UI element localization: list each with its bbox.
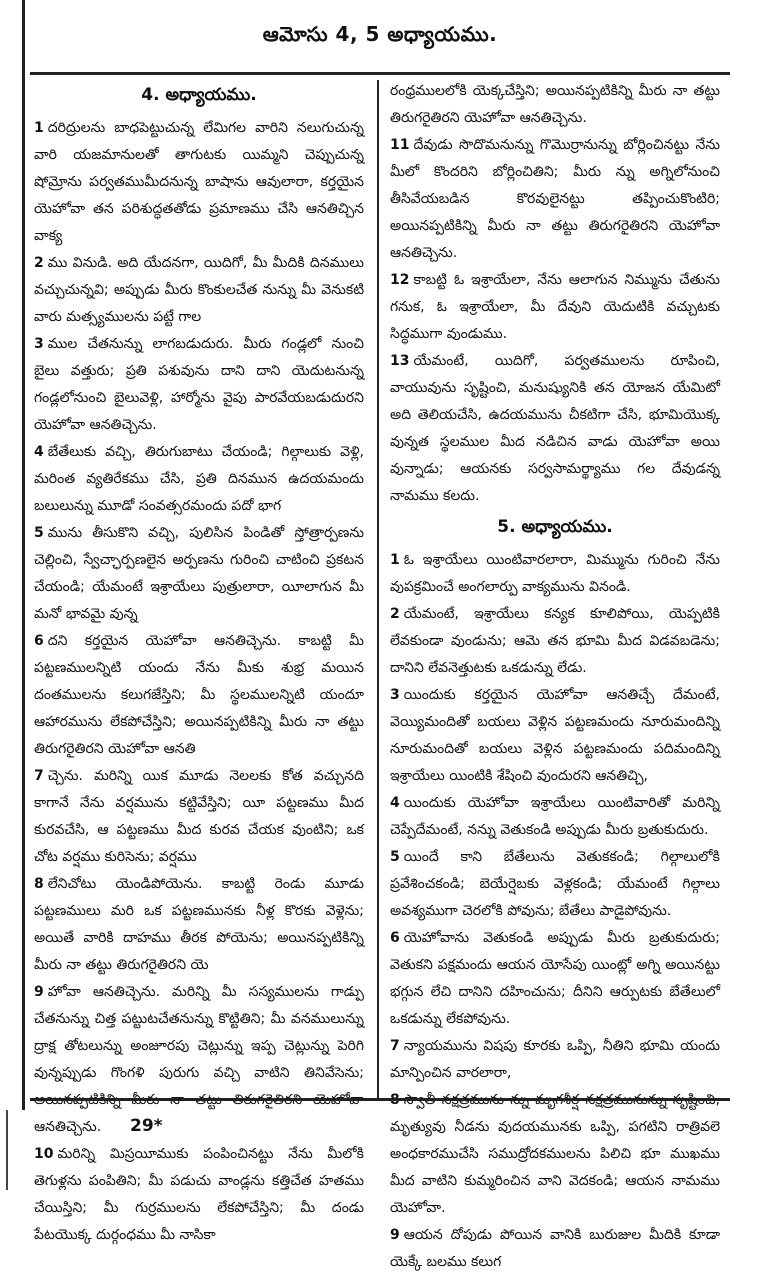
verse-text: దరిద్రులను బాధపెట్టుచున్న లేమిగల వారిని నలుగుచున్న వారి యజమానులతో తాగుటకు యిమ్మని చెప్పుచున్న షోమ్రోను పర్వతముమీదనున్న బాషాను ఆవులారా, కర్తయైన యెహోవా తన పరిశుద్ధతతోడు ప్రమాణము చేసి ఆనతిచ్చిన వాక్య (34, 120, 364, 244)
verse-number: 7 (390, 1038, 400, 1054)
header-divider (30, 72, 730, 75)
verse-number: 13 (390, 353, 410, 369)
verse-text: మరిన్ని మిస్రయీముకు పంపించినట్టు నేను మీలోకి తెగుళ్లను పంపితిని; మీ పడుచు వాండ్లను కత్తిచేత హతము చేయిస్తిని; మీ గుర్రములను లేకపోచేస్తిని; మీ దండు పేటయొక్క దుర్గంధము మీ నాసికా (34, 1146, 364, 1243)
verse-number: 9 (34, 984, 44, 1000)
verse (390, 844, 720, 925)
verse-text: బేతేలుకు వచ్చి, తిరుగుబాటు చేయండి; గిల్గాలుకు వెళ్లి, మరింత వ్యతిరేకము చేసి, ప్రతి దినమున ఉదయమందు బలులున్ను మూడో సంవత్సరమందు పదో భాగ (34, 444, 364, 514)
verse (390, 682, 720, 790)
verse-text: కాబట్టి ఓ ఇశ్రాయేలా, నేను ఆలాగున నిమ్మును చేతును గనుక, ఓ ఇశ్రాయేలా, మీ దేవుని యెదుటికి వచ్చుటకు సిద్ధముగా వుండుము. (390, 272, 720, 342)
footer-divider (30, 1098, 730, 1101)
verse (390, 1033, 720, 1087)
verse-number: 4 (390, 795, 400, 811)
verse (390, 132, 720, 267)
verse-text: యెహోవాను వెతుకండి అప్పుడు మీరు బ్రతుకుదురు; వెతుకని పక్షమందు ఆయన యోసేపు యింట్లో అగ్ని అయినట్టు భగ్గున లేచి దానిని దహించును; దీనిని ఆర్పుటకు బేతేలులో ఒకడున్ను లేకపోవును. (390, 930, 720, 1027)
verse (34, 439, 364, 520)
verse (390, 790, 720, 844)
chapter-5-heading: 5. అధ్యాయము. (497, 517, 613, 537)
verse-number: 5 (34, 525, 44, 541)
verse (34, 871, 364, 979)
page-number: 29* (130, 1116, 163, 1136)
left-margin-rule (22, 0, 25, 1110)
verse-number: 11 (390, 137, 410, 153)
verse (34, 520, 364, 628)
verse-number: 10 (34, 1146, 54, 1162)
verse-number: 6 (390, 930, 400, 946)
verse (34, 763, 364, 871)
verse-number: 9 (390, 1227, 400, 1243)
verse-number: 1 (34, 120, 44, 136)
verse-text: యిందుకు కర్తయైన యెహోవా ఆనతిచ్చే దేమంటే, వెయ్యిమందితో బయలు వెళ్లిన పట్టణమందు నూరుమందిన్ని నూరుమందితో బయలు వెళ్లిన పట్టణమందు పదిమందిన్ని ఇశ్రాయేలు యింటికి శేషించి వుందురని ఆనతిచ్చి, (390, 687, 720, 784)
verse-text: యిందుకు యెహోవా ఇశ్రాయేలు యింటివారితో మరిన్ని చెప్పేదేమంటే, నన్ను వెతుకండి అప్పుడు మీరు బ్రతుకుదురు. (390, 795, 720, 838)
verse (390, 1087, 720, 1222)
verse-text: యేమంటే, ఇశ్రాయేలు కన్యక కూలిపోయి, యెప్పటికి లేవకుండా వుండును; ఆమె తన భూమి మీద విడవబడెను; దానిని లేవనెత్తుటకు ఒకడున్ను లేడు. (390, 606, 720, 676)
verse (34, 115, 364, 250)
verse-text: లేనిచోటు యెండిపోయెను. కాబట్టి రెండు మూడు పట్టణములు మరి ఒక పట్టణమునకు నీళ్ల కొరకు వెళ్లెను; అయితే వారికి దాహము తీరక పోయెను; అయినప్పటికిన్ని మీరు నా తట్టు తిరుగరైతిరని యె (34, 876, 364, 973)
chapter-4-heading: 4. అధ్యాయము. (141, 85, 257, 105)
verse (34, 331, 364, 439)
verse (390, 925, 720, 1033)
verse (390, 267, 720, 348)
verse-text: చ్చెను. మరిన్ని యిక మూడు నెలలకు కోత వచ్చునది కాగానే నేను వర్షమును కట్టివేస్తిని; యీ పట్టణము మీద కురవచేసి, ఆ పట్టణము మీద కురవ చేయక వుంటిని; ఒక చోట వర్షము కురిసెను; వర్షము (34, 768, 364, 865)
verse-text: దేవుడు సొదొమనున్ను గొమొర్రానున్ను బోర్లించినట్టు నేను మీలో కొందరిని బోర్లించితిని; మీరు న్ను అగ్నిలోనుంచి తీసివేయబడిన కొరవులైనట్టు తప్పించుకొంటిరి; అయినప్పటికిన్ని మీరు నా తట్టు తిరుగరైతిరని యెహోవా ఆనతిచ్చెను. (390, 137, 720, 261)
verse (390, 547, 720, 601)
verse (34, 1141, 364, 1249)
verse-text: ఆయన దోపుడు పోయిన వానికి బురుజుల మీదికి కూడా యెక్కే బలము కలుగ (390, 1227, 720, 1270)
verse-text: న్యాయమును విషపు కూరకు ఒప్పి, నీతిని భూమి యందు మాన్పించిన వారలారా, (390, 1038, 720, 1081)
page-header-title: ఆమోసు 4, 5 అధ్యాయము. (262, 22, 498, 46)
verse-number: 3 (34, 336, 44, 352)
verse-number: 4 (34, 444, 44, 460)
verse-number: 3 (390, 687, 400, 703)
chapter-5-verses (390, 547, 720, 1276)
column-divider (377, 80, 379, 1100)
left-margin-rule-bottom (6, 1110, 8, 1190)
verse-text: ఓ ఇశ్రాయేలు యింటివారలారా, మిమ్మును గురించి నేను వుపక్రమించే అంగలార్పు వాక్యమును వినండి. (390, 552, 720, 595)
verse (390, 348, 720, 510)
verse-number: 12 (390, 272, 410, 288)
verse-text: ముల చేతనున్ను లాగబడుదురు. మీరు గండ్లలో నుంచి బైలు వత్తురు; ప్రతి పశువును దాని దాని యెదుటనున్న గండ్లలోనుంచి బైలువెళ్లి, హార్మోను వైపు పారవేయబడుదురని యెహోవా ఆనతిచ్చెను. (34, 336, 364, 433)
verse-text: మృత్యువు నీడను వుదయమునకు ఒప్పి, పగటిని రాత్రివలె అంధకారముచేసి సముద్రోదకములను పిలిచి భూ ముఖము మీద వాటిని కుమ్మరించిన వాని వెదకండి; ఆయన నామము యెహోవా. (390, 1119, 720, 1216)
verse-number: 5 (390, 849, 400, 865)
chapter-4-verses (34, 115, 364, 1249)
verse-number: 8 (34, 876, 44, 892)
verse-text: యిందే కాని బేతేలును వెతుకకండి; గిల్గాలులోకి ప్రవేశించకండి; బెయేర్షెబకు వెళ్లకండి; యేమంటే గిల్గాలు అవశ్యముగా చెరలోకి పోవును; బేతేలు పాడైపోవును. (390, 849, 720, 919)
verse (390, 1222, 720, 1276)
verse-text: రంధ్రములలోకి యెక్కచేస్తిని; అయినప్పటికిన్ని మీరు నా తట్టు తిరుగరైతిరని యెహోవా ఆనతిచ్చెను. (390, 83, 720, 126)
verse-number: 1 (390, 552, 400, 568)
verse-text: మును తీసుకొని వచ్చి, పులిసిన పిండితో స్తోత్రార్పణను చెల్లించి, స్వేచ్ఛార్పణలైన అర్పణను గురించి చాటించి ప్రకటన చేయండి; యేమంటే ఇశ్రాయేలు పుత్రులారా, యీలాగున మీ మనో భావమై వున్న (34, 525, 364, 622)
verse-number: 6 (34, 633, 44, 649)
verse-number: 2 (34, 255, 44, 271)
verse-text: హోవా ఆనతిచ్చెను. మరిన్ని మీ సస్యములను గాడ్పు చేతనున్ను చిత్త పట్టుటచేతనున్ను కొట్టితిని; మీ వనములున్ను ద్రాక్ష తోటలున్ను అంజూరపు చెట్లున్ను ఇప్ప చెట్లున్ను పెరిగి వున్నప్పుడు గొంగళి పురుగు వచ్చి వాటిని తినివేసెను; ఆనతిచ్చెను. (34, 984, 364, 1135)
right-column (390, 78, 720, 1270)
chapter-4-verses-continued (390, 78, 720, 510)
verse-number: 7 (34, 768, 44, 784)
verse (390, 78, 720, 132)
verse (34, 250, 364, 331)
verse (34, 628, 364, 763)
verse (34, 979, 364, 1141)
verse-number: 2 (390, 606, 400, 622)
verse-text: దని కర్తయైన యెహోవా ఆనతిచ్చెను. కాబట్టి మీ పట్టణములన్నిటి యందు నేను మీకు శుభ్ర మయిన దంతములను కలుగజేస్తిని; మీ స్థలములన్నిటి యందూ ఆహారమును లేకపోచేస్తిని; అయినప్పటికిన్ని మీరు నా తట్టు తిరుగరైతిరని యెహోవా ఆనతి (34, 633, 364, 757)
verse-text: యేమంటే, యిదిగో, పర్వతములను రూపించి, వాయువును సృష్టించి, మనుష్యునికి తన యోజన యేమిటో అది తెలియచేసి, ఉదయమును చీకటిగా చేసి, భూమియొక్క వున్నత స్థలముల మీద నడిచిన వాడు యెహోవా అయి వున్నాడు; ఆయనకు సర్వసామర్థ్యాము గల దేవుడన్న నామము కలదు. (390, 353, 720, 504)
verse (390, 601, 720, 682)
verse-text: ము వినుడి. అది యేదనగా, యిదిగో, మీ మీదికి దినములు వచ్చుచున్నవి; అప్పుడు మీరు కొంకులచేత నున్ను మీ వెనుకటి వారు మత్స్యములను పట్టే గాల (34, 255, 364, 325)
